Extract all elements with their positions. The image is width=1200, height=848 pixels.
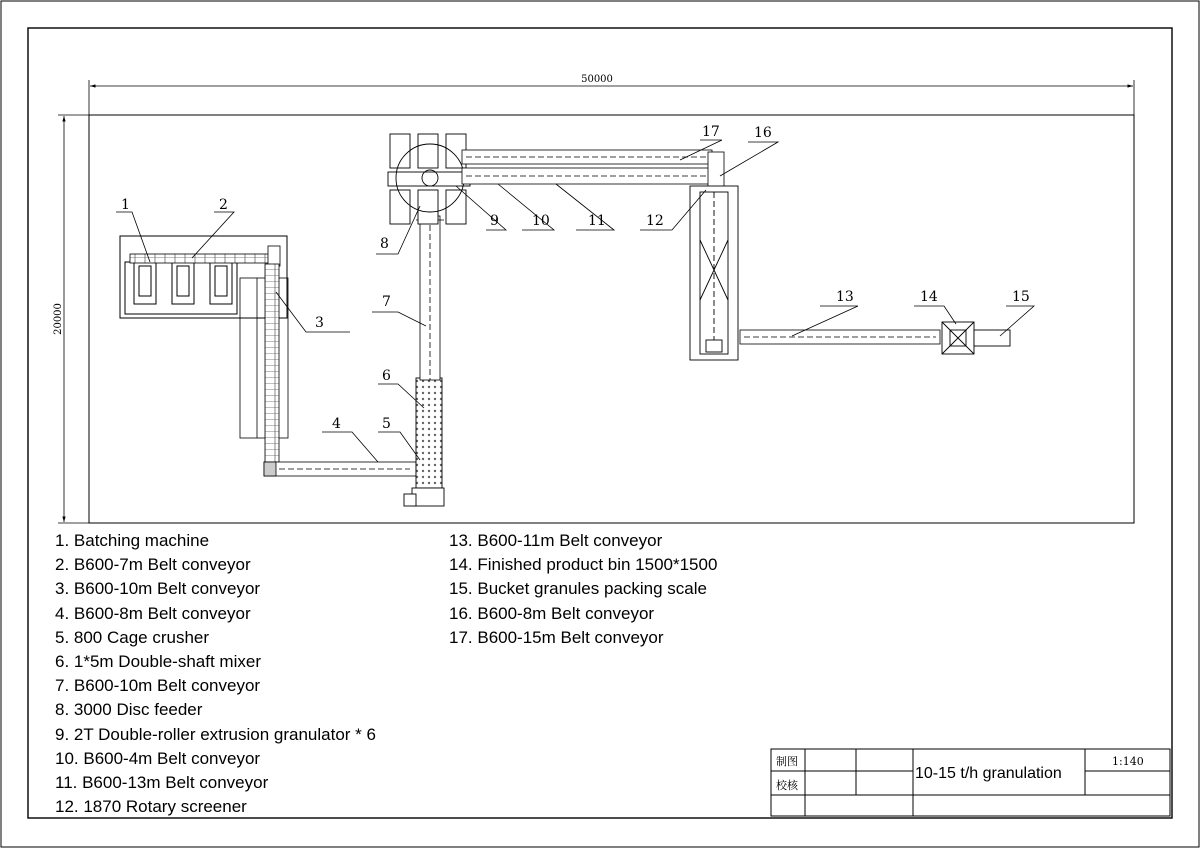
callout-17: 17 <box>702 124 720 140</box>
callout-6: 6 <box>382 368 391 384</box>
drawing-title: 10-15 t/h granulation <box>915 765 1062 782</box>
callout-13: 13 <box>836 289 854 305</box>
drawing-scale: 1:140 <box>1112 755 1144 768</box>
legend-item: 6. 1*5m Double-shaft mixer <box>55 652 261 672</box>
finished-product-bin <box>942 322 974 354</box>
belt-conveyor-13 <box>740 330 940 344</box>
dimension-height-label: 20000 <box>53 303 64 335</box>
belt-conveyor-11 <box>462 168 712 184</box>
drawn-by-label: 制图 <box>776 755 798 768</box>
legend-item: 13. B600-11m Belt conveyor <box>449 531 663 550</box>
legend-right <box>449 529 717 650</box>
granulator-group <box>388 134 470 224</box>
legend-item: 11. B600-13m Belt conveyor <box>55 773 269 793</box>
legend-item: 9. 2T Double-roller extrusion granulator * 6 <box>55 724 376 744</box>
legend-item: 17. B600-15m Belt conveyor <box>449 627 664 647</box>
legend-item: 5. 800 Cage crusher <box>55 627 210 647</box>
legend-item: 3. B600-10m Belt conveyor <box>55 579 261 599</box>
callout-1: 1 <box>121 197 130 213</box>
legend-item: 10. B600-4m Belt conveyor <box>55 748 261 768</box>
double-shaft-mixer <box>404 378 444 506</box>
callout-14: 14 <box>920 289 938 305</box>
belt-conveyor-17 <box>462 150 712 164</box>
legend-item: 14. Finished product bin 1500*1500 <box>449 555 718 575</box>
callout-3: 3 <box>315 315 324 331</box>
callout-15: 15 <box>1012 289 1030 305</box>
legend-item: 8. 3000 Disc feeder <box>55 700 203 720</box>
legend-item: 12. 1870 Rotary screener <box>55 797 247 817</box>
callout-5: 5 <box>382 416 391 432</box>
legend-item: 1. Batching machine <box>55 531 210 550</box>
callout-10: 10 <box>532 213 550 229</box>
legend-item: 7. B600-10m Belt conveyor <box>55 676 261 696</box>
callout-16: 16 <box>754 125 772 141</box>
dimension-width <box>89 80 1134 115</box>
callout-8: 8 <box>380 236 389 252</box>
callout-4: 4 <box>332 416 341 432</box>
dimension-width-label: 50000 <box>581 74 613 85</box>
belt-conveyor-3 <box>240 264 288 464</box>
legend-item: 2. B600-7m Belt conveyor <box>55 555 251 575</box>
rotary-screener <box>690 186 738 360</box>
callout-7: 7 <box>382 294 391 310</box>
callout-leaders <box>116 140 1034 462</box>
callout-12: 12 <box>646 213 664 229</box>
legend-left <box>55 529 376 819</box>
callout-11: 11 <box>588 213 606 229</box>
legend-item: 4. B600-8m Belt conveyor <box>55 603 251 623</box>
callout-2: 2 <box>219 197 228 213</box>
checked-by-label: 校核 <box>776 779 798 792</box>
legend-item: 16. B600-8m Belt conveyor <box>449 603 655 623</box>
legend-item: 15. Bucket granules packing scale <box>449 579 707 599</box>
callout-9: 9 <box>490 213 499 229</box>
belt-conveyor-7 <box>416 216 444 380</box>
belt-conveyor-4 <box>264 462 416 476</box>
belt-conveyor-2 <box>130 246 280 266</box>
